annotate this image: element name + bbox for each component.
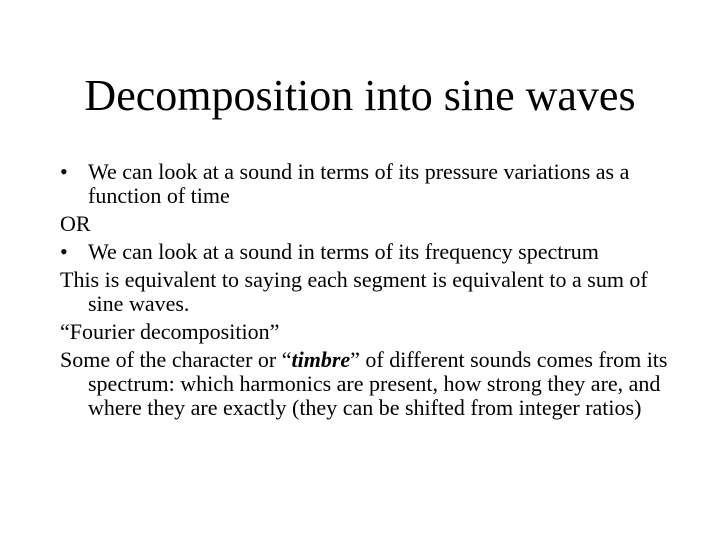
paragraph-text: We can look at a sound in terms of its pressure variations as a function of time	[88, 159, 630, 208]
paragraph-timbre	[60, 348, 680, 420]
paragraph-text-start: Some of the character or “	[60, 347, 292, 372]
bullet-paragraph-pressure	[60, 160, 680, 208]
bullet-icon: •	[60, 239, 68, 264]
paragraph-fourier: “Fourier decomposition”	[60, 319, 280, 344]
bullet-paragraph-spectrum	[60, 240, 680, 264]
paragraph-or: OR	[60, 211, 91, 236]
timbre-emphasis: timbre	[291, 347, 351, 372]
slide-title: Decomposition into sine waves	[84, 71, 636, 120]
paragraph-equivalence: This is equivalent to saying each segment is equivalent to a sum of sine waves.	[60, 267, 648, 316]
bullet-icon: •	[60, 159, 68, 184]
slide-body	[60, 160, 680, 424]
paragraph-text-end: ” of different sounds comes from its spectrum: which harmonics are present, how strong they are, and where they are exactly (they can be shifted from integer ratios)	[88, 347, 668, 420]
paragraph-text: We can look at a sound in terms of its frequency spectrum	[88, 239, 599, 264]
